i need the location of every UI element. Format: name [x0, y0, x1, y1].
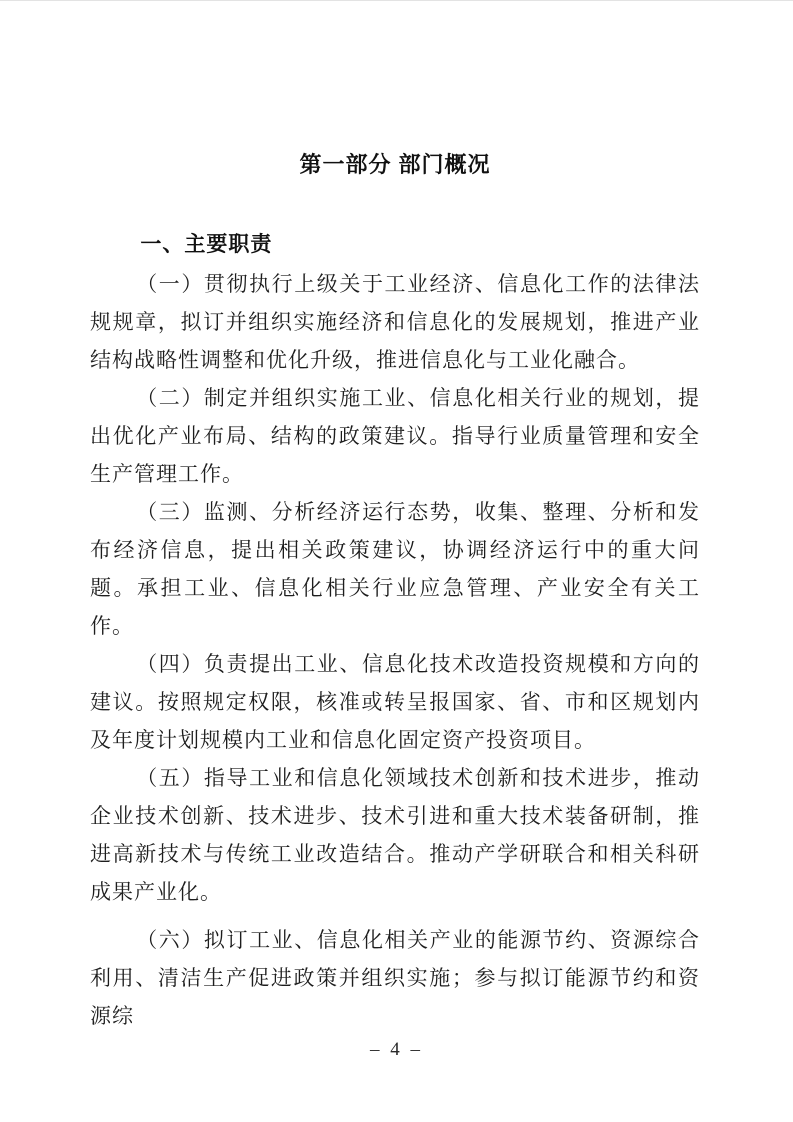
document-body: [90, 265, 700, 1035]
paragraph-3: （三）监测、分析经济运行态势，收集、整理、分析和发布经济信息，提出相关政策建议，协调经济运行中的重大问题。承担工业、信息化相关行业应急管理、产业安全有关工作。: [90, 500, 700, 638]
paragraph-2: （二）制定并组织实施工业、信息化相关行业的规划，提出优化产业布局、结构的政策建议。指导行业质量管理和安全生产管理工作。: [90, 386, 700, 486]
paragraph-4: （四）负责提出工业、信息化技术改造投资规模和方向的建议。按照规定权限，核准或转呈报国家、省、市和区规划内及年度计划规模内工业和信息化固定资产投资项目。: [90, 652, 700, 752]
page-number: – 4 –: [370, 1039, 423, 1060]
paragraph-1: （一）贯彻执行上级关于工业经济、信息化工作的法律法规规章，拟订并组织实施经济和信息化的发展规划，推进产业结构战略性调整和优化升级，推进信息化与工业化融合。: [90, 272, 700, 372]
section-heading: 一、主要职责: [140, 233, 273, 256]
paragraph-5: （五）指导工业和信息化领域技术创新和技术进步，推动企业技术创新、技术进步、技术引进和重大技术装备研制，推进高新技术与传统工业改造结合。推动产学研联合和相关科研成果产业化。: [90, 766, 700, 904]
paragraph-6: （六）拟订工业、信息化相关产业的能源节约、资源综合利用、清洁生产促进政策并组织实施；参与拟订能源节约和资源综: [90, 928, 700, 1028]
document-title: 第一部分 部门概况: [299, 152, 491, 177]
page-footer: [0, 1039, 793, 1061]
